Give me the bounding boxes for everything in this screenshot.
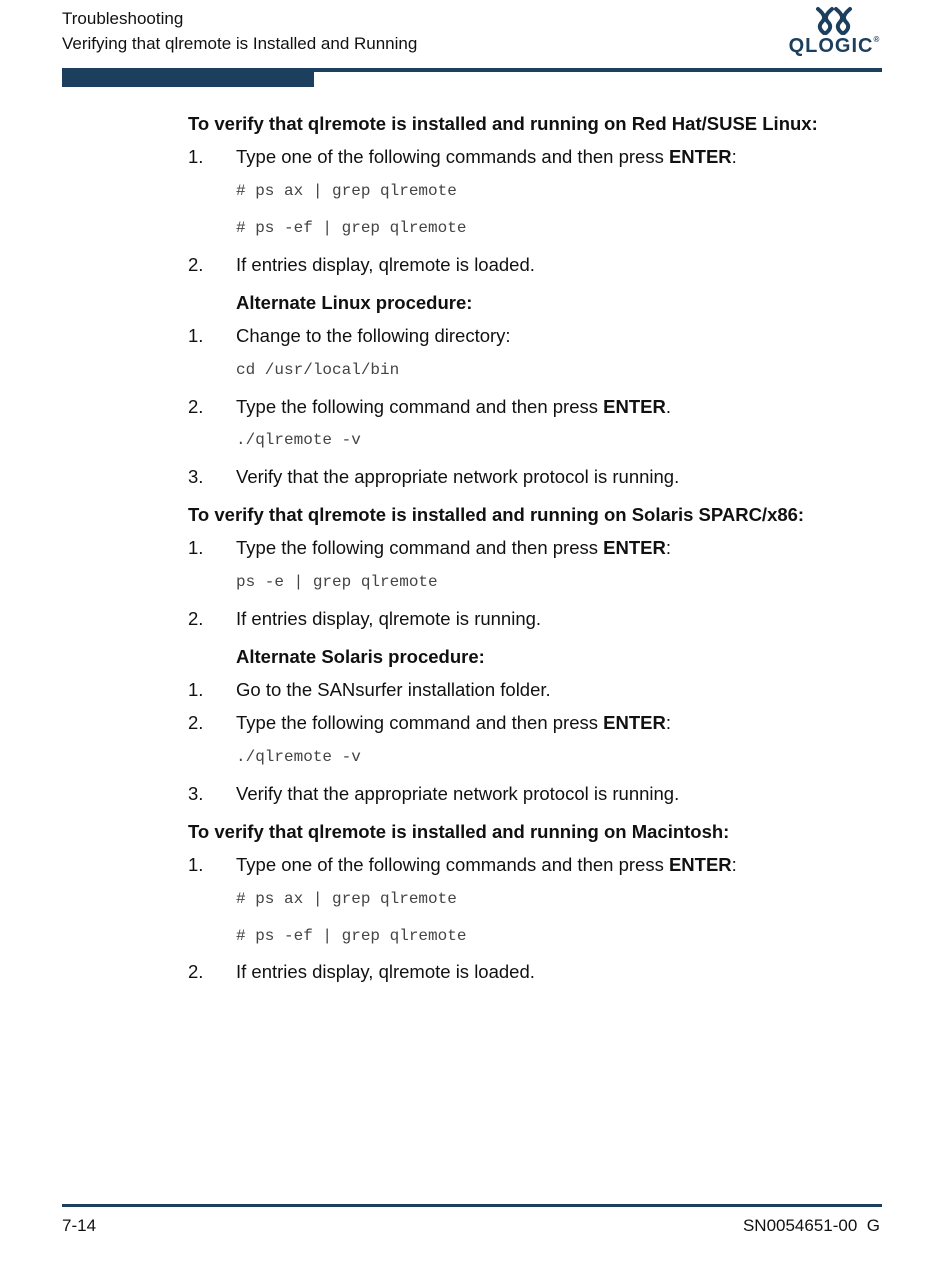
alt-solaris-step1-text: Go to the SANsurfer installation folder.: [236, 679, 551, 700]
alt-linux-heading: Alternate Linux procedure:: [236, 292, 473, 313]
solaris-command-1: ps -e | grep qlremote: [236, 573, 438, 591]
solaris-step2-text: If entries display, qlremote is running.: [236, 608, 542, 629]
running-header-chapter: Troubleshooting: [62, 9, 184, 28]
running-header-section: Verifying that qlremote is Installed and Running: [62, 34, 418, 53]
alt-solaris-heading: Alternate Solaris procedure:: [236, 646, 485, 667]
alt-linux-step2-number: 2.: [188, 396, 204, 417]
alt-solaris-command-1: ./qlremote -v: [236, 748, 361, 766]
document-number: SN0054651-00 G: [742, 1216, 880, 1235]
mac-step1-number: 1.: [188, 854, 204, 875]
mac-command-2: # ps -ef | grep qlremote: [236, 927, 467, 945]
footer-rule: [62, 1204, 882, 1207]
qlogic-logo-wordmark: QLOGIC®: [788, 35, 880, 57]
solaris-heading: To verify that qlremote is installed and running on Solaris SPARC/x86:: [188, 504, 805, 525]
alt-linux-step1-number: 1.: [188, 325, 204, 346]
alt-solaris-step1-number: 1.: [188, 679, 204, 700]
alt-linux-command-1: cd /usr/local/bin: [236, 361, 400, 379]
alt-solaris-step3-text: Verify that the appropriate network protocol is running.: [236, 783, 680, 804]
alt-linux-step1-text: Change to the following directory:: [236, 325, 511, 346]
alt-linux-step3-text: Verify that the appropriate network protocol is running.: [236, 466, 680, 487]
linux-step2-text: If entries display, qlremote is loaded.: [236, 254, 535, 275]
qlogic-logo: [788, 6, 880, 62]
linux-step1-text: Type one of the following commands and then press ENTER:: [236, 146, 737, 167]
mac-command-1: # ps ax | grep qlremote: [236, 890, 457, 908]
linux-step1-number: 1.: [188, 146, 204, 167]
solaris-step1-number: 1.: [188, 537, 204, 558]
linux-heading: To verify that qlremote is installed and running on Red Hat/SUSE Linux:: [188, 113, 818, 134]
alt-linux-step3-number: 3.: [188, 466, 204, 487]
solaris-step1-text: Type the following command and then press ENTER:: [236, 537, 671, 558]
solaris-step2-number: 2.: [188, 608, 204, 629]
mac-heading: To verify that qlremote is installed and running on Macintosh:: [188, 821, 730, 842]
linux-step2-number: 2.: [188, 254, 204, 275]
alt-solaris-step3-number: 3.: [188, 783, 204, 804]
alt-solaris-step2-number: 2.: [188, 712, 204, 733]
header-rule-tab: [62, 72, 314, 87]
alt-solaris-step2-text: Type the following command and then press ENTER:: [236, 712, 671, 733]
qlogic-logo-mark-icon: [788, 6, 880, 36]
linux-command-1: # ps ax | grep qlremote: [236, 182, 457, 200]
page-number: 7-14: [62, 1216, 97, 1235]
mac-step2-number: 2.: [188, 961, 204, 982]
mac-step2-text: If entries display, qlremote is loaded.: [236, 961, 535, 982]
alt-linux-step2-text: Type the following command and then press ENTER.: [236, 396, 671, 417]
mac-step1-text: Type one of the following commands and then press ENTER:: [236, 854, 737, 875]
linux-command-2: # ps -ef | grep qlremote: [236, 219, 467, 237]
alt-linux-command-2: ./qlremote -v: [236, 431, 361, 449]
